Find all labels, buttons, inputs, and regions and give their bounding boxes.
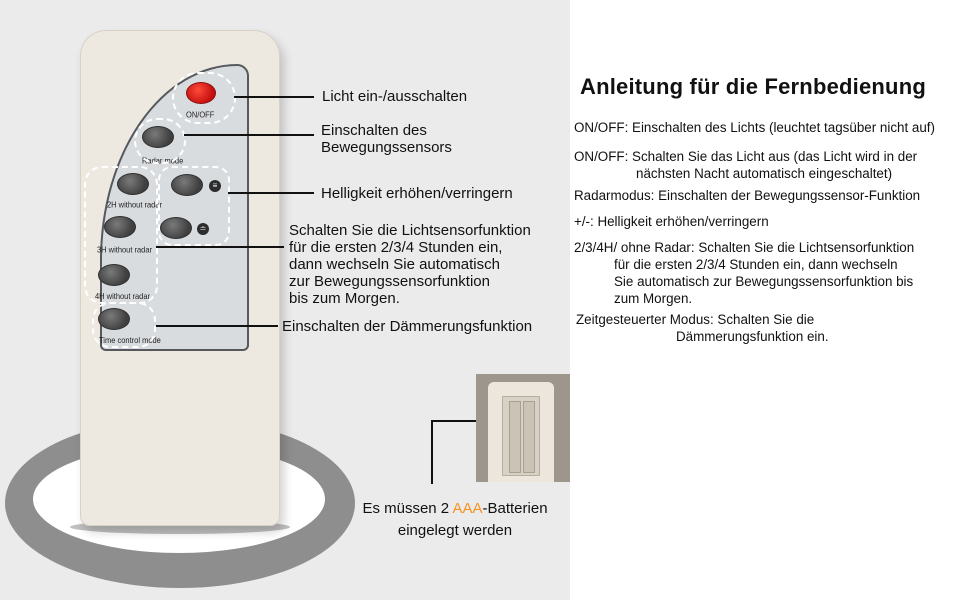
brightness-highlight <box>158 166 230 246</box>
instruction-line: Dämmerungsfunktion ein. <box>676 329 829 344</box>
instruction-line: nächsten Nacht automatisch eingeschaltet) <box>636 166 893 181</box>
instruction-item <box>574 239 970 307</box>
timer-callout-line3: dann wechseln Sie automatisch <box>289 256 500 273</box>
instruction-line: Radarmodus: Einschalten der Bewegungssensor-Funktion <box>574 188 921 203</box>
4h-button-label: 4H without radar <box>95 291 151 302</box>
instruction-line: ON/OFF: Einschalten des Lichts (leuchtet tagsüber nicht auf) <box>574 120 935 135</box>
battery-note <box>349 498 561 542</box>
radar-callout <box>321 122 452 156</box>
instruction-line: Zeitgesteuerter Modus: Schalten Sie die <box>576 312 815 327</box>
instruction-item <box>576 311 970 345</box>
onoff-callout-line <box>234 96 314 98</box>
timer-callout <box>289 222 531 307</box>
radar-highlight <box>134 118 186 164</box>
timer-callout-line2: für die ersten 2/3/4 Stunden ein, <box>289 239 503 256</box>
battery-callout-line-h <box>431 420 477 422</box>
timer-callout-line5: bis zum Morgen. <box>289 290 400 307</box>
battery-note-prefix: Es müssen 2 <box>362 500 453 517</box>
timer-buttons-highlight <box>84 166 158 304</box>
battery-callout-line-v <box>431 420 433 484</box>
instruction-line: +/-: Helligkeit erhöhen/verringern <box>574 214 769 229</box>
3h-button-label: 3H without radar <box>97 244 153 255</box>
brightness-callout: Helligkeit erhöhen/verringern <box>321 185 513 202</box>
instructions-panel <box>570 0 970 600</box>
instruction-line: 2/3/4H/ ohne Radar: Schalten Sie die Lichtsensorfunktion <box>574 240 915 255</box>
instruction-line: Sie automatisch zur Bewegungssensorfunktion bis <box>614 274 914 289</box>
instruction-item <box>574 148 970 182</box>
brightness-up-icon: ≡ <box>209 180 221 192</box>
radar-callout-line <box>184 134 314 136</box>
radar-mode-label: Radar mode <box>142 155 184 166</box>
battery-note-suffix: -Batterien <box>482 500 548 517</box>
battery-note-line2: eingelegt werden <box>397 522 513 539</box>
instruction-line: zum Morgen. <box>614 291 693 306</box>
battery-compartment-photo <box>476 374 570 482</box>
timer-callout-line <box>156 246 284 248</box>
dusk-callout: Einschalten der Dämmerungsfunktion <box>282 318 533 335</box>
dusk-callout-line <box>156 325 278 327</box>
instruction-item <box>574 213 970 230</box>
brightness-down-icon: ≐ <box>197 223 209 235</box>
instructions-title: Anleitung für die Fernbedienung <box>580 74 926 99</box>
2h-button-label: 2H without radar <box>107 199 163 210</box>
instruction-line: für die ersten 2/3/4 Stunden ein, dann wechseln <box>614 257 898 272</box>
battery-slot <box>502 396 540 476</box>
brightness-callout-line <box>228 192 314 194</box>
onoff-button-label: ON/OFF <box>186 109 215 120</box>
onoff-highlight <box>172 72 236 124</box>
time-control-label: Time control mode <box>99 335 161 346</box>
timer-callout-line4: zur Bewegungssensorfunktion <box>289 273 490 290</box>
instruction-line: ON/OFF: Schalten Sie das Licht aus (das Licht wird in der <box>574 149 918 164</box>
timer-callout-line1: Schalten Sie die Lichtsensorfunktion <box>289 222 531 239</box>
instruction-item <box>574 119 970 136</box>
instruction-item <box>574 187 970 204</box>
onoff-callout: Licht ein-/ausschalten <box>322 88 468 105</box>
battery-type-highlight: AAA <box>452 500 483 517</box>
time-control-highlight <box>92 302 156 348</box>
radar-callout-line2: Bewegungssensors <box>321 139 452 156</box>
radar-callout-line1: Einschalten des <box>321 122 427 139</box>
